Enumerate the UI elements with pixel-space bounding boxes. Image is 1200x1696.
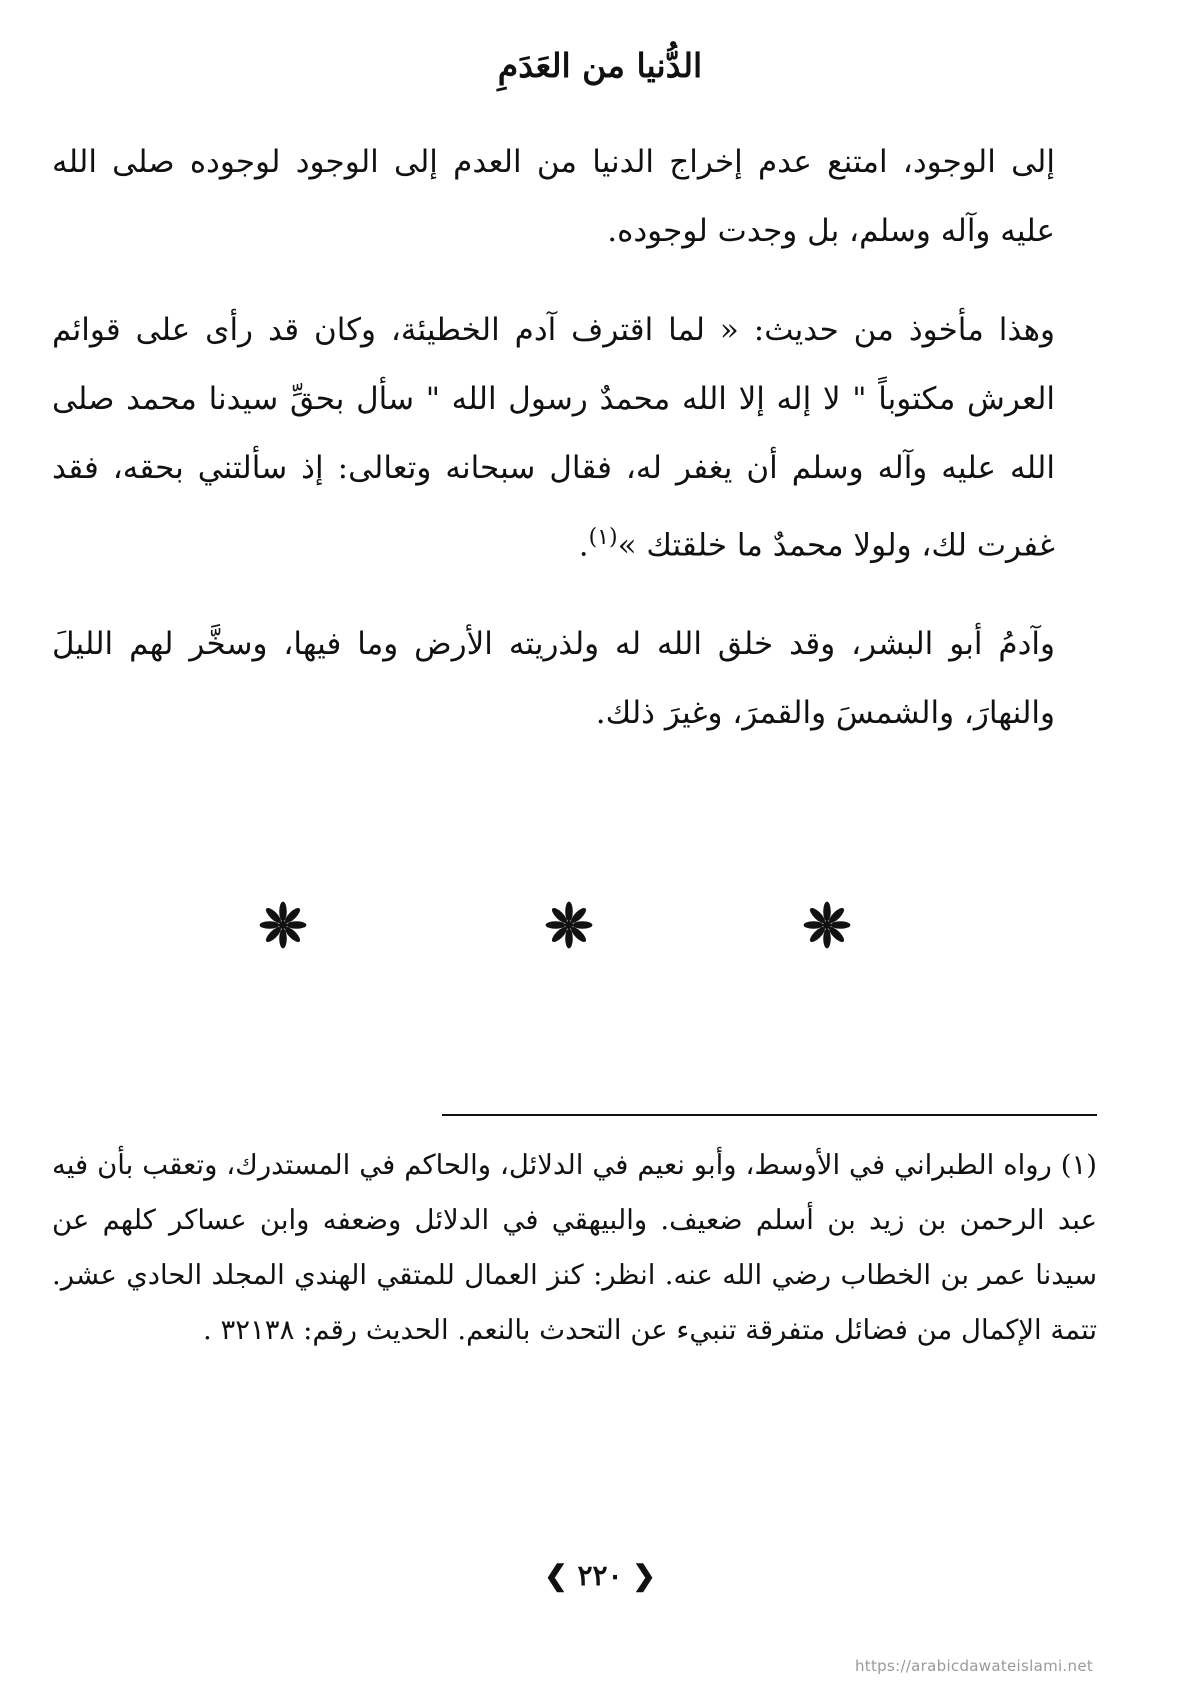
paragraph-adam: وآدمُ أبو البشر، وقد خلق الله له ولذريته الأرض وما فيها، وسخَّر لهم الليلَ والنهارَ، والشمسَ والقمرَ، وغيرَ ذلك.: [52, 626, 1055, 732]
paragraph-hadith-text: وهذا مأخوذ من حديث: « لما اقترف آدم الخطيئة، وكان قد رأى على قوائم العرش مكتوباً " لا إله إلا الله محمدٌ رسول الله " سأل بحقِّ سيدنا محمد صلى الله عليه وآله وسلم أن يغفر له، فقال سبحانه وتعالى: إذ سألتني بحقه، فقد غفرت لك، ولولا محمدٌ ما خلقتك »: [52, 312, 1055, 564]
page-number: [0, 1559, 1200, 1592]
footnote-paragraph: [52, 1138, 1097, 1358]
page-number-ornament-right: ❮: [632, 1559, 656, 1592]
paragraph-hadith: وهذا مأخوذ من حديث: « لما اقترف آدم الخطيئة، وكان قد رأى على قوائم العرش مكتوباً " لا إله إلا الله محمدٌ رسول الله " سأل بحقِّ سيدنا محمد صلى الله عليه وآله وسلم أن يغفر له، فقال سبحانه وتعالى: إذ سألتني بحقه، فقد غفرت لك، ولولا محمدٌ ما خلقتك »$^{(١)}$.: [52, 312, 1055, 564]
body-text: [52, 128, 1097, 748]
asterisk-flower-icon: [800, 898, 854, 952]
footnote-marker: (١): [1060, 1149, 1097, 1181]
footnote: [52, 1138, 1097, 1358]
footnote-reference: (١): [588, 525, 618, 550]
watermark-url: https://arabicdawateislami.net: [855, 1657, 1094, 1675]
footnote-text: رواه الطبراني في الأوسط، وأبو نعيم في الدلائل، والحاكم في المستدرك، وتعقب بأن فيه عبد الرحمن بن زيد بن أسلم ضعيف. والبيهقي في الدلائل وضعفه وابن عساكر كلهم عن سيدنا عمر بن الخطاب رضي الله عنه. انظر: كنز العمال للمتقي الهندي المجلد الحادي عشر. تتمة الإكمال من فضائل متفرقة تنبيء عن التحدث بالنعم. الحديث رقم: ٣٢١٣٨ .: [52, 1149, 1097, 1346]
page-number-value: ٢٢٠: [577, 1559, 623, 1592]
page-number-ornament-left: ❯: [544, 1559, 568, 1592]
footnote-divider: [442, 1114, 1097, 1116]
section-separator: [0, 898, 1200, 968]
paragraph-continuation: إلى الوجود، امتنع عدم إخراج الدنيا من العدم إلى الوجود لوجوده صلى الله عليه وآله وسلم، بل وجدت لوجوده.: [52, 144, 1055, 249]
running-head: الدُّنيا من العَدَمِ: [497, 46, 703, 85]
asterisk-flower-icon: [256, 898, 310, 952]
asterisk-flower-icon: [542, 898, 596, 952]
